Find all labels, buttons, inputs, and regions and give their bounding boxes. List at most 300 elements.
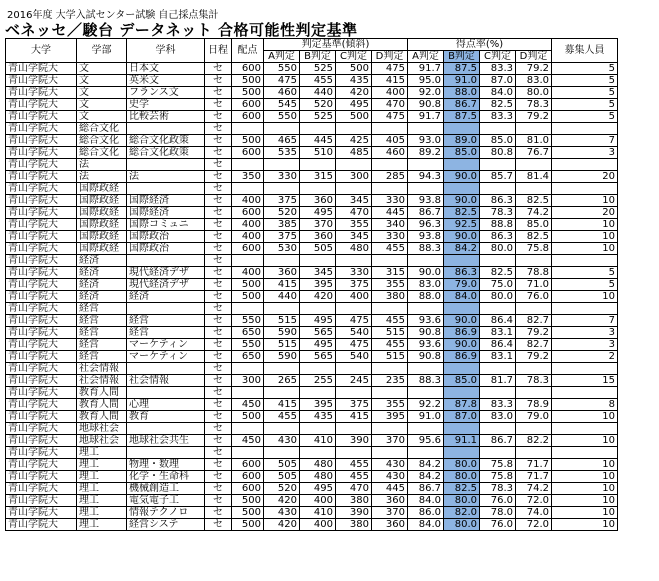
cell-criteria-d: 430 — [372, 471, 408, 483]
cell-rate-a: 95.6 — [408, 435, 444, 447]
cell-university: 青山学院大 — [6, 315, 77, 327]
cell-criteria-b: 495 — [300, 315, 336, 327]
cell-capacity — [552, 123, 618, 135]
header-criteria-c: C判定 — [336, 51, 372, 63]
cell-criteria-a — [264, 387, 300, 399]
cell-criteria-b — [300, 447, 336, 459]
table-row — [6, 423, 618, 435]
cell-department: 教育 — [127, 411, 205, 423]
cell-university: 青山学院大 — [6, 231, 77, 243]
cell-faculty: 国際政経 — [77, 231, 127, 243]
cell-total-points: 650 — [232, 351, 264, 363]
cell-university: 青山学院大 — [6, 303, 77, 315]
table-row — [6, 387, 618, 399]
cell-capacity: 10 — [552, 483, 618, 495]
cell-criteria-b: 495 — [300, 483, 336, 495]
cell-total-points: 500 — [232, 411, 264, 423]
cell-total-points — [232, 303, 264, 315]
cell-criteria-c: 330 — [336, 267, 372, 279]
table-row — [6, 507, 618, 519]
cell-rate-a: 86.7 — [408, 483, 444, 495]
cell-criteria-d: 370 — [372, 435, 408, 447]
cell-faculty: 地球社会 — [77, 423, 127, 435]
cell-criteria-b: 510 — [300, 147, 336, 159]
cell-criteria-a: 460 — [264, 87, 300, 99]
table-row — [6, 471, 618, 483]
cell-faculty: 法 — [77, 159, 127, 171]
cell-criteria-d: 285 — [372, 171, 408, 183]
cell-total-points — [232, 363, 264, 375]
cell-schedule: セ — [205, 279, 232, 291]
cell-criteria-c — [336, 255, 372, 267]
cell-rate-b: 82.5 — [444, 483, 480, 495]
table-row — [6, 327, 618, 339]
table-row — [6, 219, 618, 231]
cell-rate-d: 79.0 — [516, 411, 552, 423]
cell-schedule: セ — [205, 519, 232, 531]
cell-rate-c — [480, 423, 516, 435]
cell-criteria-b: 520 — [300, 99, 336, 111]
cell-faculty: 国際政経 — [77, 195, 127, 207]
cell-university: 青山学院大 — [6, 351, 77, 363]
cell-total-points: 600 — [232, 63, 264, 75]
cell-capacity: 5 — [552, 279, 618, 291]
cell-criteria-b: 565 — [300, 351, 336, 363]
cell-faculty: 地球社会 — [77, 435, 127, 447]
cell-criteria-a — [264, 183, 300, 195]
cell-rate-d: 79.2 — [516, 63, 552, 75]
cell-capacity: 5 — [552, 267, 618, 279]
cell-rate-a: 91.0 — [408, 411, 444, 423]
cell-rate-d: 79.2 — [516, 351, 552, 363]
cell-university: 青山学院大 — [6, 387, 77, 399]
cell-faculty: 総合文化 — [77, 135, 127, 147]
table-row — [6, 447, 618, 459]
cell-rate-b: 80.0 — [444, 519, 480, 531]
cell-rate-c: 85.0 — [480, 135, 516, 147]
cell-rate-a: 93.0 — [408, 135, 444, 147]
table-row — [6, 111, 618, 123]
cell-rate-d: 82.5 — [516, 195, 552, 207]
cell-criteria-a: 330 — [264, 171, 300, 183]
cell-criteria-a: 545 — [264, 99, 300, 111]
cell-rate-b — [444, 387, 480, 399]
table-row — [6, 207, 618, 219]
cell-rate-d — [516, 255, 552, 267]
cell-criteria-c: 380 — [336, 495, 372, 507]
cell-criteria-a: 520 — [264, 207, 300, 219]
cell-criteria-b: 495 — [300, 339, 336, 351]
cell-rate-d: 80.0 — [516, 87, 552, 99]
cell-university: 青山学院大 — [6, 435, 77, 447]
cell-schedule: セ — [205, 123, 232, 135]
cell-department — [127, 123, 205, 135]
cell-rate-d — [516, 123, 552, 135]
cell-criteria-b: 440 — [300, 87, 336, 99]
cell-criteria-c — [336, 363, 372, 375]
cell-total-points: 500 — [232, 507, 264, 519]
cell-criteria-b: 255 — [300, 375, 336, 387]
cell-capacity: 10 — [552, 231, 618, 243]
cell-total-points: 600 — [232, 207, 264, 219]
cell-university: 青山学院大 — [6, 423, 77, 435]
cell-criteria-c: 470 — [336, 207, 372, 219]
cell-criteria-c: 300 — [336, 171, 372, 183]
cell-university: 青山学院大 — [6, 495, 77, 507]
cell-rate-b — [444, 423, 480, 435]
cell-faculty: 教育人間 — [77, 387, 127, 399]
cell-university: 青山学院大 — [6, 147, 77, 159]
cell-rate-c: 83.1 — [480, 327, 516, 339]
cell-university: 青山学院大 — [6, 339, 77, 351]
cell-criteria-d: 515 — [372, 327, 408, 339]
cell-university: 青山学院大 — [6, 267, 77, 279]
cell-criteria-a: 505 — [264, 459, 300, 471]
cell-faculty: 総合文化 — [77, 123, 127, 135]
cell-rate-b: 86.3 — [444, 267, 480, 279]
cell-total-points: 400 — [232, 267, 264, 279]
cell-capacity: 10 — [552, 243, 618, 255]
cell-capacity: 5 — [552, 75, 618, 87]
cell-rate-a: 83.0 — [408, 279, 444, 291]
cell-capacity: 10 — [552, 291, 618, 303]
cell-total-points: 600 — [232, 483, 264, 495]
cell-faculty: 経営 — [77, 327, 127, 339]
cell-criteria-d: 360 — [372, 519, 408, 531]
cell-rate-a: 88.3 — [408, 243, 444, 255]
cell-capacity — [552, 423, 618, 435]
cell-rate-a — [408, 123, 444, 135]
cell-criteria-c — [336, 183, 372, 195]
cell-criteria-d: 430 — [372, 459, 408, 471]
cell-criteria-b — [300, 387, 336, 399]
cell-university: 青山学院大 — [6, 183, 77, 195]
cell-rate-a: 88.0 — [408, 291, 444, 303]
header-total: 配点 — [232, 39, 264, 63]
cell-criteria-c: 475 — [336, 339, 372, 351]
cell-department — [127, 387, 205, 399]
cell-faculty: 社会情報 — [77, 375, 127, 387]
cell-capacity — [552, 303, 618, 315]
cell-rate-b: 85.0 — [444, 375, 480, 387]
header-criteria-a: A判定 — [264, 51, 300, 63]
cell-total-points: 600 — [232, 243, 264, 255]
cell-total-points: 400 — [232, 219, 264, 231]
cell-department: 国際コミュニ — [127, 219, 205, 231]
cell-rate-a — [408, 363, 444, 375]
cell-rate-d: 74.0 — [516, 507, 552, 519]
cell-university: 青山学院大 — [6, 243, 77, 255]
header-capacity: 募集人員 — [552, 39, 618, 63]
cell-schedule: セ — [205, 483, 232, 495]
cell-rate-c: 75.0 — [480, 279, 516, 291]
cell-rate-c: 86.4 — [480, 315, 516, 327]
cell-rate-a: 88.3 — [408, 375, 444, 387]
cell-rate-b: 85.0 — [444, 147, 480, 159]
cell-criteria-a: 360 — [264, 267, 300, 279]
cell-criteria-a: 550 — [264, 63, 300, 75]
cell-criteria-c: 380 — [336, 519, 372, 531]
cell-schedule: セ — [205, 147, 232, 159]
cell-rate-a: 84.0 — [408, 495, 444, 507]
table-row — [6, 195, 618, 207]
cell-rate-d: 78.3 — [516, 375, 552, 387]
cell-total-points: 600 — [232, 147, 264, 159]
cell-capacity — [552, 183, 618, 195]
cell-department — [127, 183, 205, 195]
cell-criteria-d: 370 — [372, 507, 408, 519]
cell-university: 青山学院大 — [6, 399, 77, 411]
cell-rate-c: 88.8 — [480, 219, 516, 231]
cell-department: 心理 — [127, 399, 205, 411]
cell-criteria-b: 410 — [300, 507, 336, 519]
cell-rate-d: 82.2 — [516, 435, 552, 447]
cell-criteria-d: 380 — [372, 291, 408, 303]
cell-rate-a: 96.3 — [408, 219, 444, 231]
cell-total-points: 550 — [232, 339, 264, 351]
cell-criteria-c: 375 — [336, 279, 372, 291]
cell-criteria-b: 395 — [300, 399, 336, 411]
cell-rate-c: 78.3 — [480, 207, 516, 219]
cell-rate-a — [408, 387, 444, 399]
cell-rate-d — [516, 447, 552, 459]
table-row — [6, 291, 618, 303]
cell-department: 国際政治 — [127, 231, 205, 243]
header-faculty: 学部 — [77, 39, 127, 63]
cell-criteria-c — [336, 123, 372, 135]
cell-university: 青山学院大 — [6, 159, 77, 171]
cell-criteria-d — [372, 387, 408, 399]
table-row — [6, 483, 618, 495]
cell-schedule: セ — [205, 63, 232, 75]
cell-university: 青山学院大 — [6, 471, 77, 483]
cell-university: 青山学院大 — [6, 255, 77, 267]
cell-schedule: セ — [205, 267, 232, 279]
cell-criteria-d: 455 — [372, 243, 408, 255]
cell-criteria-c: 495 — [336, 99, 372, 111]
cell-rate-c: 86.7 — [480, 435, 516, 447]
cell-total-points: 600 — [232, 111, 264, 123]
cell-criteria-a — [264, 363, 300, 375]
cell-schedule: セ — [205, 291, 232, 303]
cell-schedule: セ — [205, 327, 232, 339]
cell-schedule: セ — [205, 231, 232, 243]
cell-criteria-c: 355 — [336, 219, 372, 231]
header-rate-a: A判定 — [408, 51, 444, 63]
cell-schedule: セ — [205, 159, 232, 171]
cell-department: 経営 — [127, 315, 205, 327]
table-row — [6, 519, 618, 531]
cell-criteria-c: 500 — [336, 63, 372, 75]
cell-rate-b: 90.0 — [444, 339, 480, 351]
cell-rate-a: 84.2 — [408, 459, 444, 471]
cell-department: 比較芸術 — [127, 111, 205, 123]
cell-criteria-d: 340 — [372, 219, 408, 231]
header-rate-c: C判定 — [480, 51, 516, 63]
cell-rate-c: 84.0 — [480, 87, 516, 99]
cell-criteria-b: 400 — [300, 495, 336, 507]
cell-criteria-d: 470 — [372, 99, 408, 111]
cell-rate-c: 83.3 — [480, 399, 516, 411]
header-schedule: 日程 — [205, 39, 232, 63]
cell-capacity: 3 — [552, 327, 618, 339]
cell-faculty: 理工 — [77, 519, 127, 531]
cell-criteria-b — [300, 423, 336, 435]
cell-rate-a: 93.8 — [408, 231, 444, 243]
cell-department — [127, 447, 205, 459]
cell-criteria-d: 445 — [372, 483, 408, 495]
cell-criteria-d: 400 — [372, 87, 408, 99]
cell-rate-b: 82.0 — [444, 507, 480, 519]
cell-capacity: 10 — [552, 219, 618, 231]
cell-department: マーケティン — [127, 339, 205, 351]
cell-university: 青山学院大 — [6, 171, 77, 183]
cell-rate-b: 84.0 — [444, 291, 480, 303]
header-criteria-b: B判定 — [300, 51, 336, 63]
header-rate-b: B判定 — [444, 51, 480, 63]
cell-capacity: 10 — [552, 519, 618, 531]
cell-rate-a: 86.7 — [408, 207, 444, 219]
header-criteria-d: D判定 — [372, 51, 408, 63]
cell-criteria-d: 475 — [372, 63, 408, 75]
cell-rate-d: 78.8 — [516, 267, 552, 279]
cell-faculty: 国際政経 — [77, 243, 127, 255]
cell-rate-d: 81.0 — [516, 135, 552, 147]
cell-department: 経営システ — [127, 519, 205, 531]
cell-department: 経済 — [127, 291, 205, 303]
cell-department: 国際政治 — [127, 243, 205, 255]
cell-rate-b: 88.0 — [444, 87, 480, 99]
cell-rate-a: 86.0 — [408, 507, 444, 519]
cell-faculty: 経営 — [77, 339, 127, 351]
cell-criteria-c — [336, 303, 372, 315]
cell-rate-c: 86.3 — [480, 231, 516, 243]
cell-rate-a: 90.0 — [408, 267, 444, 279]
cell-schedule: セ — [205, 495, 232, 507]
cell-rate-a: 95.0 — [408, 75, 444, 87]
cell-capacity: 10 — [552, 507, 618, 519]
cell-department: フランス文 — [127, 87, 205, 99]
table-row — [6, 411, 618, 423]
cell-criteria-d: 395 — [372, 411, 408, 423]
cell-rate-c: 80.8 — [480, 147, 516, 159]
cell-criteria-a: 375 — [264, 231, 300, 243]
cell-criteria-a: 590 — [264, 327, 300, 339]
cell-schedule: セ — [205, 459, 232, 471]
table-row — [6, 363, 618, 375]
cell-department: マーケティン — [127, 351, 205, 363]
cell-university: 青山学院大 — [6, 447, 77, 459]
cell-department: 地球社会共生 — [127, 435, 205, 447]
cell-rate-d — [516, 183, 552, 195]
cell-schedule: セ — [205, 111, 232, 123]
table-body — [6, 63, 618, 531]
cell-department: 法 — [127, 171, 205, 183]
cell-faculty: 理工 — [77, 447, 127, 459]
cell-university: 青山学院大 — [6, 87, 77, 99]
cell-criteria-a: 420 — [264, 519, 300, 531]
cell-rate-d: 78.3 — [516, 99, 552, 111]
cell-criteria-d: 460 — [372, 147, 408, 159]
cell-rate-a — [408, 423, 444, 435]
cell-capacity: 20 — [552, 171, 618, 183]
cell-rate-a: 90.8 — [408, 327, 444, 339]
cell-rate-c: 81.7 — [480, 375, 516, 387]
cell-rate-b: 92.5 — [444, 219, 480, 231]
page-title: ベネッセ／駿台 データネット 合格可能性判定基準 — [5, 21, 358, 39]
cell-criteria-d: 445 — [372, 207, 408, 219]
table-row — [6, 495, 618, 507]
cell-rate-b: 87.0 — [444, 411, 480, 423]
cell-capacity — [552, 363, 618, 375]
cell-criteria-c: 345 — [336, 195, 372, 207]
cell-rate-d — [516, 159, 552, 171]
cell-criteria-d: 315 — [372, 267, 408, 279]
cell-rate-c: 83.1 — [480, 351, 516, 363]
cell-faculty: 社会情報 — [77, 363, 127, 375]
cell-criteria-c: 425 — [336, 135, 372, 147]
cell-criteria-d — [372, 303, 408, 315]
header-rate-d: D判定 — [516, 51, 552, 63]
cell-rate-a: 92.0 — [408, 87, 444, 99]
cell-schedule: セ — [205, 303, 232, 315]
cell-faculty: 理工 — [77, 495, 127, 507]
cell-rate-c: 76.0 — [480, 495, 516, 507]
cell-criteria-b: 395 — [300, 279, 336, 291]
cell-rate-b: 80.0 — [444, 459, 480, 471]
cell-capacity: 10 — [552, 459, 618, 471]
cell-faculty: 教育人間 — [77, 411, 127, 423]
cell-criteria-d: 330 — [372, 231, 408, 243]
cell-rate-d: 79.2 — [516, 327, 552, 339]
cell-criteria-a — [264, 423, 300, 435]
table-row — [6, 123, 618, 135]
cell-rate-b — [444, 447, 480, 459]
cell-rate-d — [516, 423, 552, 435]
cell-faculty: 教育人間 — [77, 399, 127, 411]
cell-university: 青山学院大 — [6, 219, 77, 231]
cell-criteria-b: 455 — [300, 75, 336, 87]
cell-capacity: 10 — [552, 471, 618, 483]
cell-criteria-a — [264, 159, 300, 171]
cell-criteria-c — [336, 159, 372, 171]
cell-faculty: 経済 — [77, 291, 127, 303]
cell-total-points: 500 — [232, 87, 264, 99]
cell-department: 総合文化政策 — [127, 147, 205, 159]
cell-total-points — [232, 159, 264, 171]
cell-faculty: 文 — [77, 87, 127, 99]
cell-rate-a — [408, 447, 444, 459]
page-subtitle: 2016年度 大学入試センター試験 自己採点集計 — [7, 10, 219, 21]
cell-criteria-c: 475 — [336, 315, 372, 327]
cell-rate-d: 85.0 — [516, 219, 552, 231]
cell-faculty: 経済 — [77, 267, 127, 279]
table-row — [6, 315, 618, 327]
cell-criteria-b — [300, 303, 336, 315]
cell-schedule: セ — [205, 315, 232, 327]
cell-capacity: 8 — [552, 399, 618, 411]
cell-faculty: 理工 — [77, 459, 127, 471]
cell-schedule: セ — [205, 75, 232, 87]
header-rate-group: 得点率(%) — [408, 39, 552, 51]
cell-rate-c — [480, 363, 516, 375]
cell-criteria-c: 455 — [336, 471, 372, 483]
cell-criteria-c: 485 — [336, 147, 372, 159]
table-row — [6, 255, 618, 267]
table-row — [6, 183, 618, 195]
cell-criteria-b — [300, 183, 336, 195]
cell-criteria-a: 515 — [264, 339, 300, 351]
